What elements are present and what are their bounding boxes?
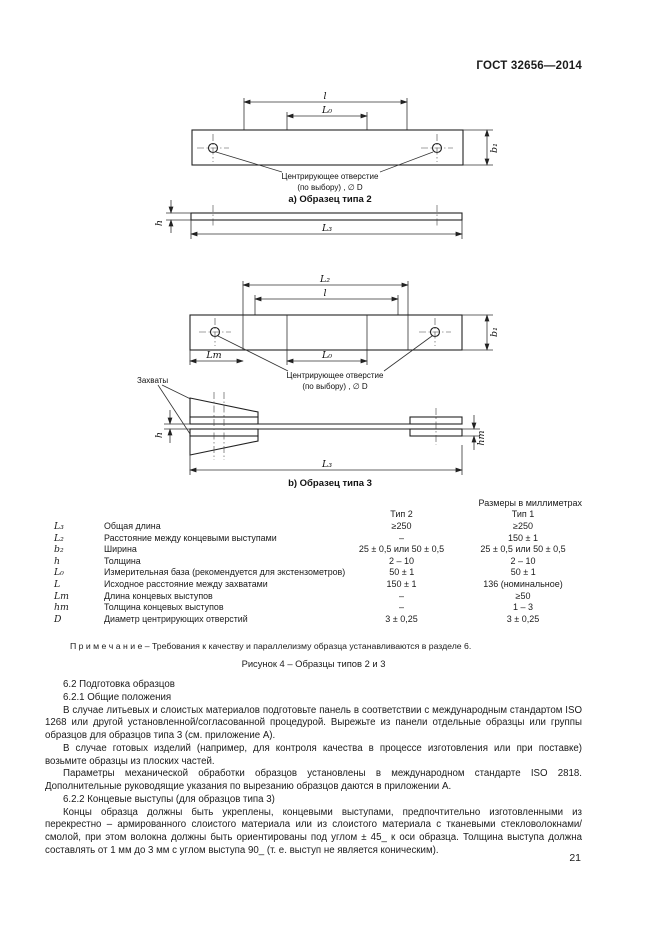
table-row — [48, 591, 588, 603]
paragraph-end-tabs: Концы образца должны быть укреплены, концевыми выступами, предпочтительно изготовленными из перекрестно – армированного слоистого материала или из слоистого материала с тканевыми стекловолокнами/смолой, при этом волокна должны быть ориентированы под углом ± 45_ к оси образца. Толщина выступа должна составлять от 1 мм до 3 мм с углом выступа 90_ (т. е. выступ не является коническим). — [45, 806, 582, 856]
name-cell: Толщина — [104, 555, 141, 566]
symbol-cell: L₃ — [54, 521, 64, 532]
section-6-2-heading: 6.2 Подготовка образцов — [63, 679, 175, 690]
type2-cell: – — [398, 602, 404, 613]
table-note: П р и м е ч а н и е – Требования к качеству и параллелизму образца устанавливаются в разделе 6. — [70, 641, 472, 651]
type2-cell: 50 ± 1 — [389, 567, 415, 578]
section-6-2-1-heading: 6.2.1 Общие положения — [63, 691, 172, 703]
type1-cell: 150 ± 1 — [508, 532, 538, 543]
symbol-cell: D — [54, 613, 62, 625]
table-row — [48, 602, 588, 614]
symbol-cell: L₂ — [54, 532, 64, 544]
dim-label-ht-type3: hт — [476, 430, 487, 446]
centering-hole-callout-line1: Центрирующее отверстие — [281, 172, 379, 181]
dim-label-h-type3: h — [154, 431, 165, 439]
paragraph-machining: Параметры механической обработки образцов установлены в международном стандарте ISO 2818. Дополнительные руководящие указания по вырезанию образцов даются в приложении А. — [45, 768, 582, 792]
symbol-cell: L — [54, 578, 61, 590]
dim-label-l0-type3: L₀ — [321, 350, 333, 361]
type1-cell: 50 ± 1 — [510, 567, 536, 578]
name-cell: Расстояние между концевыми выступами — [104, 532, 277, 543]
name-cell: Исходное расстояние между захватами — [104, 578, 268, 589]
type1-cell: 25 ± 0,5 или 50 ± 0,5 — [480, 544, 566, 555]
grips-label: Захваты — [137, 376, 169, 385]
symbol-cell: hт — [54, 602, 69, 614]
name-cell: Ширина — [104, 544, 137, 555]
col-header-type2: Тип 2 — [390, 509, 413, 519]
specimen-type2-top-view — [192, 91, 500, 205]
units-label: Размеры в миллиметрах — [478, 498, 582, 508]
name-cell: Толщина концевых выступов — [104, 602, 224, 613]
dim-label-l-type3: l — [323, 288, 327, 299]
dimensions-table — [48, 498, 588, 625]
section-6-2-2-heading: 6.2.2 Концевые выступы (для образцов типа 3) — [63, 793, 275, 805]
paragraph-finished-products: В случае готовых изделий (например, для контроля качества в процессе изготовления или при поставке) возьмите образцы из плоских частей. — [45, 742, 582, 767]
symbol-cell: Lт — [54, 590, 69, 602]
name-cell: Измерительная база (рекомендуется для экстензометров) — [104, 567, 346, 578]
dim-label-l3-type2: L₃ — [321, 223, 333, 234]
gost-header-title: ГОСТ 32656—2014 — [476, 60, 582, 72]
type2-cell: 2 – 10 — [388, 555, 415, 566]
body-text — [45, 679, 582, 858]
type1-cell: 3 ± 0,25 — [506, 613, 540, 624]
symbol-cell: h — [54, 555, 60, 567]
table-row — [48, 521, 588, 533]
type2-cell: ≥250 — [391, 521, 412, 531]
caption-type2: а) Образец типа 2 — [288, 194, 372, 205]
specimen-type3-top-view — [190, 274, 500, 391]
type1-cell: 136 (номинальное) — [483, 578, 563, 589]
type1-cell: ≥250 — [513, 521, 533, 531]
dim-label-h-type2: h — [154, 219, 165, 227]
dim-label-b1-type3: b₁ — [489, 327, 500, 337]
table-row — [48, 544, 588, 556]
page-number: 21 — [569, 852, 581, 864]
dim-label-l2-type3: L₂ — [319, 274, 331, 285]
table-row — [48, 533, 588, 545]
name-cell: Общая длина — [104, 521, 161, 531]
symbol-cell: b₂ — [54, 544, 64, 556]
centering-hole-callout-line2: (по выбору) , ∅ D — [297, 183, 363, 192]
type1-cell: ≥50 — [515, 590, 531, 601]
type2-cell: – — [398, 590, 404, 601]
col-header-type1: Тип 1 — [511, 509, 535, 519]
name-cell: Длина концевых выступов — [104, 590, 213, 601]
dim-label-l0-type2: L₀ — [321, 105, 333, 116]
type2-cell: – — [398, 532, 404, 543]
table-row — [48, 614, 588, 626]
table-row — [48, 556, 588, 568]
paragraph-panel-preparation: В случае литьевых и слоистых материалов подготовьте панель в соответствии с международным стандартом ISO 1268 или другой установленной/согласованной процедурой. Вырежьте из панели отдельные образцы или группы образцов для образцов типа 3 (см. приложение А). — [45, 704, 582, 741]
table-header-row — [48, 509, 588, 519]
type1-cell: 2 – 10 — [510, 555, 536, 566]
dim-label-b1-type2: b₁ — [489, 143, 500, 153]
name-cell: Диаметр центрирующих отверстий — [104, 613, 248, 624]
table-row — [48, 567, 588, 579]
type2-cell: 150 ± 1 — [386, 578, 417, 589]
type2-cell: 3 ± 0,25 — [385, 613, 418, 624]
dim-label-l-type2: l — [323, 91, 327, 102]
figure-4-drawing — [0, 88, 661, 498]
table-row — [48, 579, 588, 591]
specimen-type2-side-view — [154, 200, 462, 239]
type1-cell: 1 – 3 — [512, 602, 534, 613]
dim-label-lt-type3: Lт — [206, 350, 222, 361]
symbol-cell: L₀ — [54, 567, 64, 579]
figure-caption: Рисунок 4 – Образцы типов 2 и 3 — [241, 658, 386, 669]
specimen-type3-side-view — [137, 376, 487, 489]
dim-label-l3-type3: L₃ — [321, 459, 333, 470]
caption-type3: b) Образец типа 3 — [288, 478, 372, 489]
type2-cell: 25 ± 0,5 или 50 ± 0,5 — [358, 544, 445, 555]
centering-hole-callout-line2: (по выбору) , ∅ D — [302, 382, 368, 391]
centering-hole-callout-line1: Центрирующее отверстие — [286, 371, 384, 380]
